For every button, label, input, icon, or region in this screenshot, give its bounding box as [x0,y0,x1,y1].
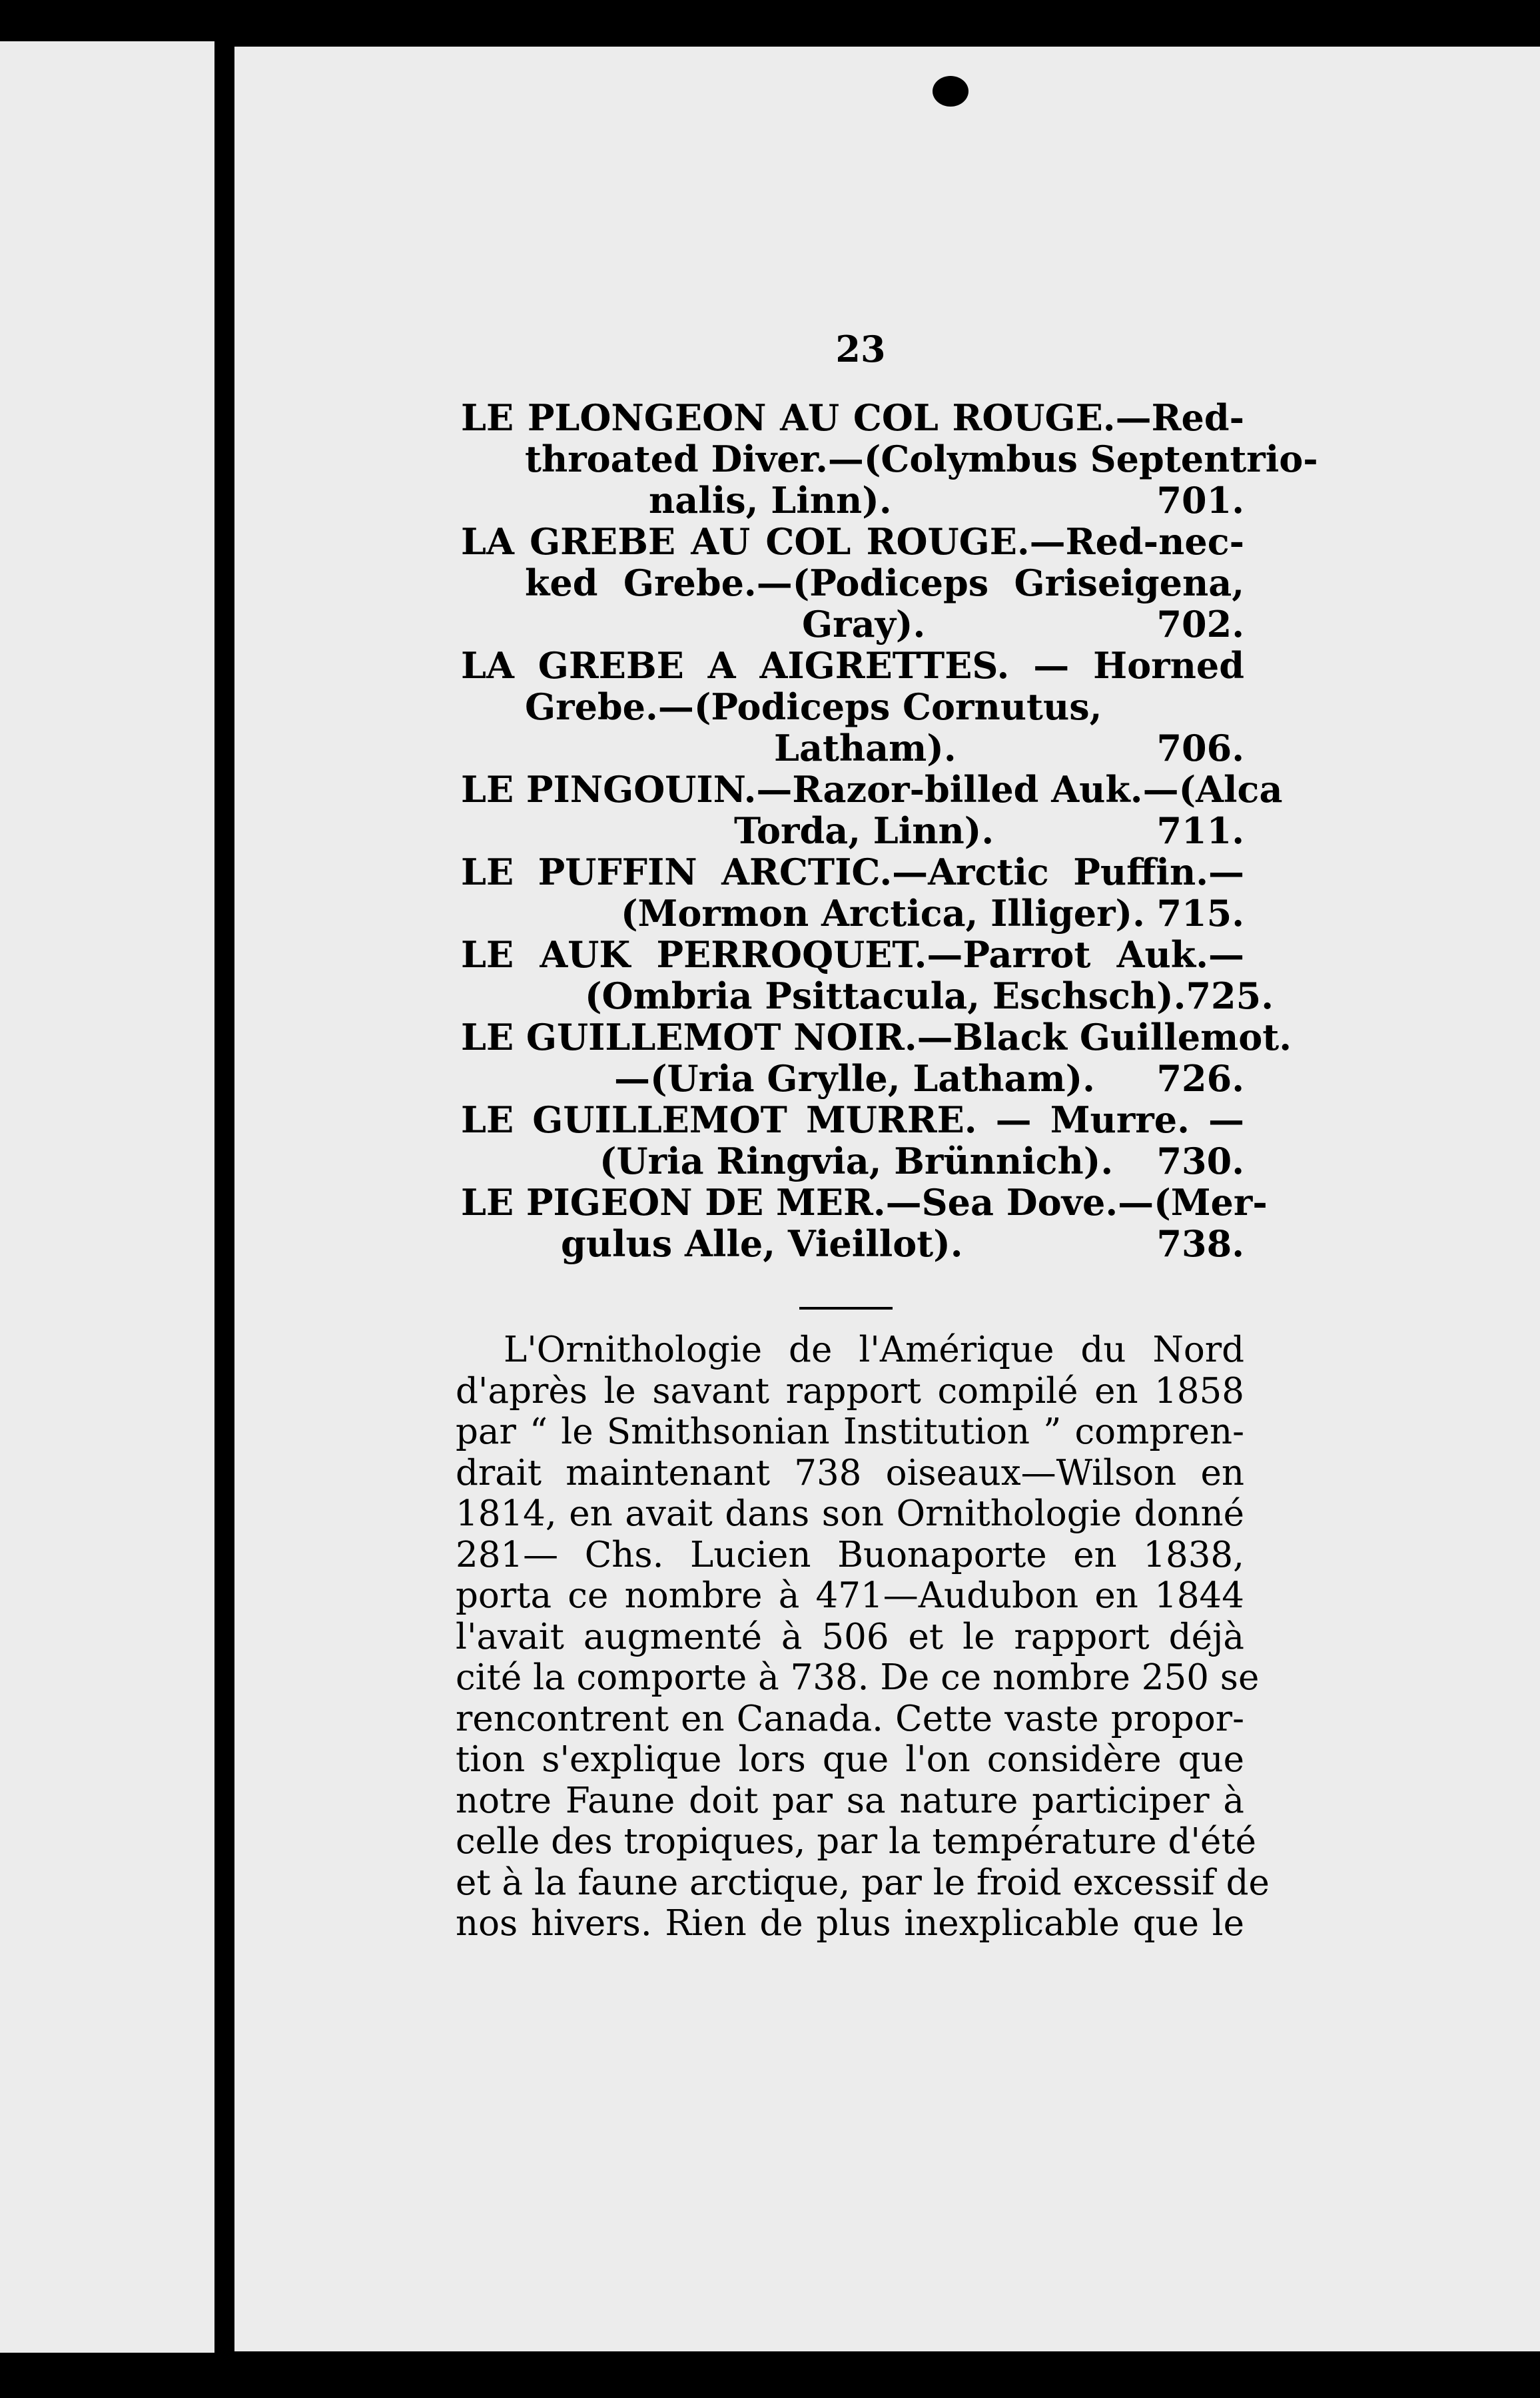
paragraph-line: cité la comporte à 738. De ce nombre 250 se [456,1657,1260,1698]
paragraph-line: drait maintenant 738 oiseaux—Wilson en [456,1452,1244,1493]
entry-last-line [461,480,1244,521]
entry-text: Gray). [802,603,926,645]
body-paragraph [456,1330,1270,1944]
facing-page [0,41,214,2353]
entry-number: 701. [1156,479,1244,522]
entry-line: LE GUILLEMOT MURRE. — Murre. — [461,1098,1244,1141]
entry-number: 715. [1156,892,1244,935]
entry-line: ked Grebe.—(Podiceps Griseigena, [525,562,1244,604]
bird-entry [461,1016,1292,1100]
entry-number: 725. [1186,975,1274,1017]
ink-speck [226,600,233,606]
paragraph-line: L'Ornithologie de l'Amérique du Nord [504,1330,1244,1370]
bird-entry [461,851,1244,934]
entry-last-line [461,1058,1244,1099]
bird-entry [461,1099,1244,1182]
entry-number: 702. [1156,603,1244,645]
bird-entry [461,645,1244,769]
paragraph-line: par “ le Smithsonian Institution ” compren- [456,1411,1244,1452]
entry-last-line [461,1223,1244,1264]
entry-text: gulus Alle, Vieillot). [561,1222,963,1265]
entry-text: nalis, Linn). [649,479,892,522]
entry-number: 711. [1156,809,1244,852]
bird-entry [461,933,1274,1017]
entry-line: LE GUILLEMOT NOIR.—Black Guillemot. [461,1016,1292,1058]
entry-number: 730. [1156,1140,1244,1182]
entry-last-line [461,727,1244,769]
entry-last-line [461,1140,1244,1182]
paragraph-line: porta ce nombre à 471—Audubon en 1844 [456,1575,1244,1616]
paragraph-line: tion s'explique lors que l'on considère que [456,1739,1244,1780]
bird-entry [461,1181,1268,1265]
entry-line: LE PLONGEON AU COL ROUGE.—Red- [461,396,1244,439]
section-divider [799,1307,893,1310]
paragraph-line: d'après le savant rapport compilé en 1858 [456,1370,1244,1411]
entry-text: (Uria Ringvia, Brünnich). [599,1140,1114,1182]
ink-speck [933,76,968,107]
entry-number: 738. [1156,1222,1244,1265]
entry-line: LE PUFFIN ARCTIC.—Arctic Puffin.— [461,851,1244,893]
entry-last-line [461,810,1244,851]
entry-line: LE PINGOUIN.—Razor-billed Auk.—(Alca [461,768,1283,811]
bird-entry [461,521,1244,645]
paragraph-line: notre Faune doit par sa nature participer à [456,1780,1244,1821]
entry-text: (Ombria Psittacula, Eschsch). [585,975,1186,1017]
entry-number: 726. [1156,1057,1244,1100]
book-gutter [214,41,234,2373]
entry-text: (Mormon Arctica, Illiger). [621,892,1145,935]
entry-line: LE PIGEON DE MER.—Sea Dove.—(Mer- [461,1181,1268,1224]
bird-entry [461,768,1283,852]
paragraph-line: rencontrent en Canada. Cette vaste propor- [456,1698,1244,1739]
page-number: 23 [835,328,886,370]
bird-entry [461,396,1318,522]
entry-text: Torda, Linn). [734,809,994,852]
entry-text: Latham). [774,727,957,769]
entry-line: LA GREBE AU COL ROUGE.—Red-nec- [461,520,1244,563]
paragraph-line: celle des tropiques, par la température d'été [456,1821,1256,1862]
paragraph-line: nos hivers. Rien de plus inexplicable que le [456,1903,1244,1944]
paragraph-line: et à la faune arctique, par le froid excessif de [456,1862,1270,1903]
entry-line: LE AUK PERROQUET.—Parrot Auk.— [461,933,1244,976]
entry-last-line [461,975,1274,1017]
entry-line: throated Diver.—(Colymbus Septentrio- [525,438,1318,480]
entry-line: Grebe.—(Podiceps Cornutus, [525,685,1102,728]
entry-last-line [461,603,1244,645]
paragraph-line: 281— Chs. Lucien Buonaporte en 1838, [456,1534,1244,1575]
entry-number: 706. [1156,727,1244,769]
entry-line: LA GREBE A AIGRETTES. — Horned [461,644,1244,687]
entry-text: —(Uria Grylle, Latham). [614,1057,1095,1100]
bird-entry-list [461,396,1318,1265]
entry-last-line [461,893,1244,934]
paragraph-line: l'avait augmenté à 506 et le rapport déjà [456,1616,1244,1657]
paragraph-line: 1814, en avait dans son Ornithologie donné [456,1493,1244,1534]
